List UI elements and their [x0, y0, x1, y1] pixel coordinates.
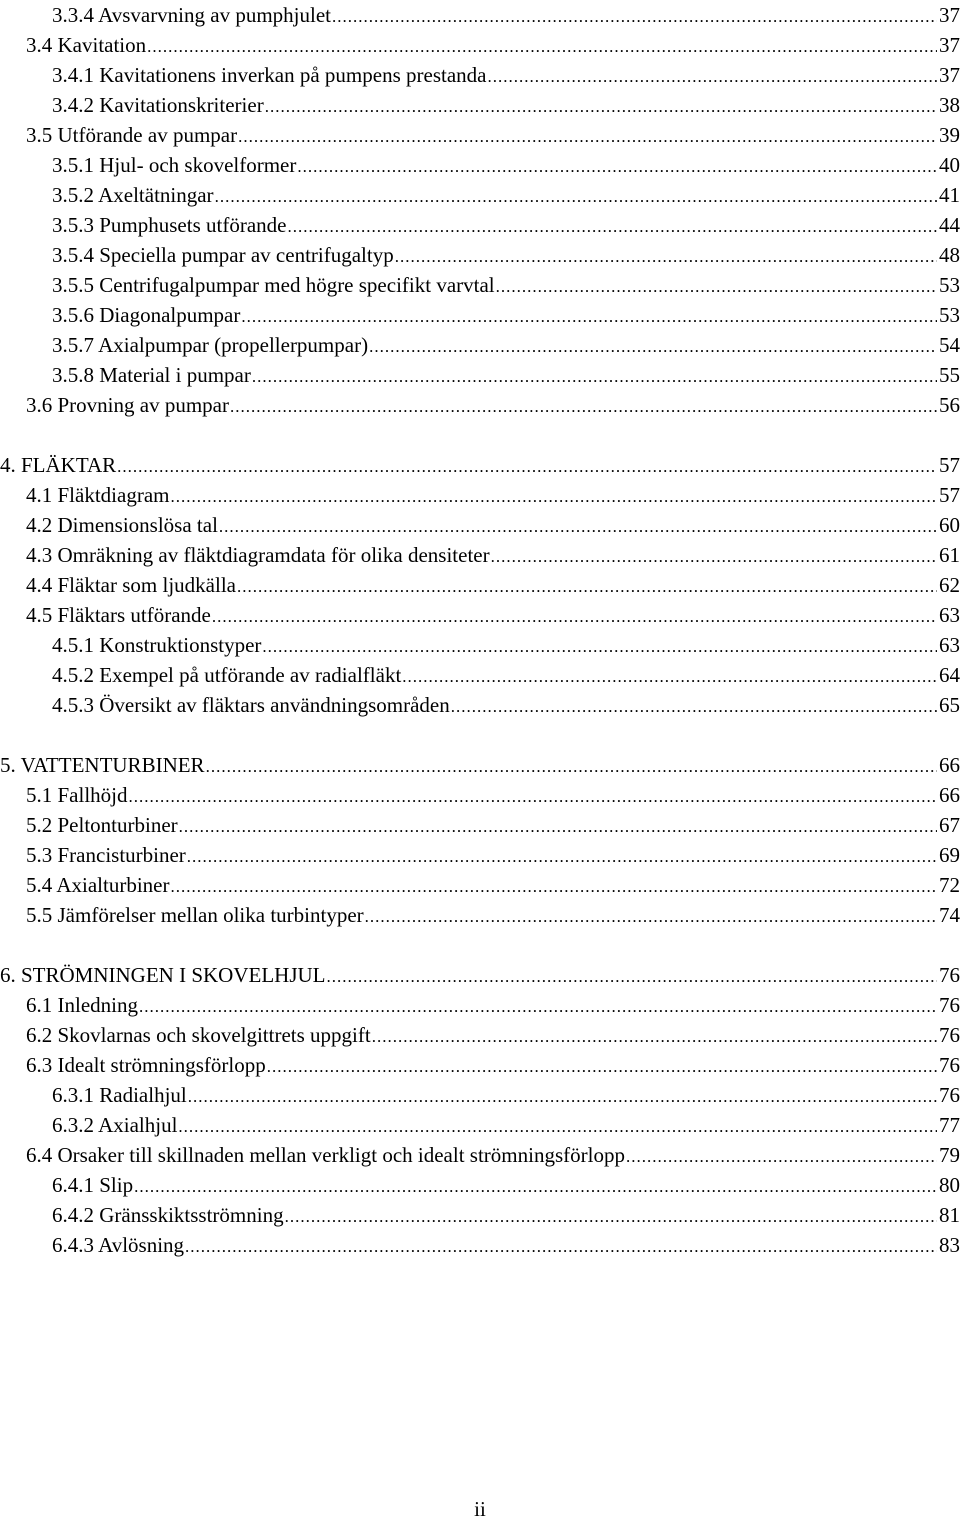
dot-leader [178, 1112, 937, 1142]
dot-leader [262, 632, 937, 662]
dot-leader [212, 602, 937, 632]
dot-leader [188, 1082, 937, 1112]
toc-entry[interactable] [0, 1080, 960, 1110]
dot-leader [237, 572, 937, 602]
toc-entry-page: 74 [939, 903, 960, 927]
dot-leader [287, 212, 937, 242]
dot-leader [365, 902, 937, 932]
toc-entry[interactable] [0, 0, 960, 30]
toc-entry[interactable] [0, 180, 960, 210]
toc-entry[interactable] [0, 780, 960, 810]
toc-entry-page: 62 [939, 573, 960, 597]
dot-leader [179, 812, 937, 842]
toc-entry-title: 3.5.7 Axialpumpar (propellerpumpar) [52, 333, 369, 357]
toc-entry[interactable] [0, 240, 960, 270]
dot-leader [139, 992, 937, 1022]
toc-entry-page: 76 [939, 963, 960, 987]
toc-entry-title: 3.6 Provning av pumpar [26, 393, 229, 417]
toc-entry-page: 55 [939, 363, 960, 387]
toc-entry-title: 3.4.2 Kavitationskriterier [52, 93, 264, 117]
dot-leader [285, 1202, 937, 1232]
dot-leader [129, 782, 937, 812]
toc-entry[interactable] [0, 1230, 960, 1260]
toc-entry-page: 72 [939, 873, 960, 897]
toc-entry-title: 3.3.4 Avsvarvning av pumphjulet [52, 3, 331, 27]
toc-entry-title: 5.1 Fallhöjd [26, 783, 128, 807]
toc-entry-page: 77 [939, 1113, 960, 1137]
dot-leader [267, 1052, 937, 1082]
toc-entry-page: 76 [939, 993, 960, 1017]
toc-entry[interactable] [0, 210, 960, 240]
toc-entry-page: 53 [939, 303, 960, 327]
toc-entry[interactable] [0, 1110, 960, 1140]
toc-entry[interactable] [0, 690, 960, 720]
dot-leader [496, 272, 937, 302]
toc-entry[interactable] [0, 390, 960, 420]
toc-entry[interactable] [0, 60, 960, 90]
toc-entry[interactable] [0, 120, 960, 150]
toc-entry-page: 44 [939, 213, 960, 237]
dot-leader [372, 1022, 937, 1052]
toc-entry[interactable] [0, 600, 960, 630]
dot-leader [170, 872, 937, 902]
toc-entry-title: 3.5.1 Hjul- och skovelformer [52, 153, 297, 177]
dot-leader [265, 92, 937, 122]
toc-entry[interactable] [0, 450, 960, 480]
dot-leader [241, 302, 937, 332]
toc-entry-title: 6.3 Idealt strömningsförlopp [26, 1053, 266, 1077]
toc-entry-title: 3.5.2 Axeltätningar [52, 183, 214, 207]
toc-entry[interactable] [0, 270, 960, 300]
toc-entry-page: 57 [939, 483, 960, 507]
toc-entry[interactable] [0, 1050, 960, 1080]
toc-entry-title: 6.4 Orsaker till skillnaden mellan verkligt och idealt strömningsförlopp [26, 1143, 625, 1167]
toc-entry-title: 4. FLÄKTAR [0, 453, 117, 477]
toc-entry-page: 81 [939, 1203, 960, 1227]
dot-leader [187, 842, 937, 872]
toc-entry[interactable] [0, 990, 960, 1020]
toc-entry-page: 61 [939, 543, 960, 567]
toc-entry-title: 6.1 Inledning [26, 993, 138, 1017]
toc-entry-page: 79 [939, 1143, 960, 1167]
toc-entry-title: 3.5 Utförande av pumpar [26, 123, 238, 147]
toc-entry-title: 5.4 Axialturbiner [26, 873, 170, 897]
toc-entry-title: 3.4 Kavitation [26, 33, 147, 57]
toc-entry-title: 5.2 Peltonturbiner [26, 813, 178, 837]
toc-entry-page: 64 [939, 663, 960, 687]
dot-leader [147, 32, 937, 62]
dot-leader [327, 962, 938, 992]
toc-entry[interactable] [0, 300, 960, 330]
toc-entry-page: 65 [939, 693, 960, 717]
toc-entry-page: 56 [939, 393, 960, 417]
dot-leader [395, 242, 937, 272]
toc-entry-page: 69 [939, 843, 960, 867]
toc-entry[interactable] [0, 750, 960, 780]
toc-entry-title: 6.4.1 Slip [52, 1173, 134, 1197]
dot-leader [491, 542, 937, 572]
dot-leader [332, 2, 937, 32]
toc-entry-page: 76 [939, 1023, 960, 1047]
toc-entry-page: 40 [939, 153, 960, 177]
toc-entry-title: 3.4.1 Kavitationens inverkan på pumpens prestanda [52, 63, 487, 87]
toc-entry-page: 41 [939, 183, 960, 207]
toc-entry[interactable] [0, 900, 960, 930]
toc-entry-page: 83 [939, 1233, 960, 1257]
dot-leader [252, 362, 937, 392]
toc-entry-title: 4.3 Omräkning av fläktdiagramdata för olika densiteter [26, 543, 490, 567]
toc-entry[interactable] [0, 630, 960, 660]
toc-entry-page: 66 [939, 783, 960, 807]
toc-entry-title: 4.5.2 Exempel på utförande av radialfläkt [52, 663, 402, 687]
toc-entry[interactable] [0, 1140, 960, 1170]
toc-entry[interactable] [0, 1170, 960, 1200]
toc-entry-title: 4.5.3 Översikt av fläktars användningsområden [52, 693, 450, 717]
toc-entry-page: 63 [939, 603, 960, 627]
dot-leader [215, 182, 937, 212]
toc-entry-title: 6.3.1 Radialhjul [52, 1083, 187, 1107]
toc-entry-title: 3.5.3 Pumphusets utförande [52, 213, 287, 237]
toc-entry[interactable] [0, 540, 960, 570]
dot-leader [451, 692, 937, 722]
toc-entry-page: 48 [939, 243, 960, 267]
toc-entry[interactable] [0, 840, 960, 870]
dot-leader [402, 662, 937, 692]
toc-entry-title: 6.2 Skovlarnas och skovelgittrets uppgift [26, 1023, 371, 1047]
toc-entry-page: 38 [939, 93, 960, 117]
toc-entry-title: 6.3.2 Axialhjul [52, 1113, 178, 1137]
toc-entry-title: 6.4.2 Gränsskiktsströmning [52, 1203, 284, 1227]
toc-entry-title: 4.1 Fläktdiagram [26, 483, 170, 507]
toc-entry[interactable] [0, 570, 960, 600]
toc-entry-title: 4.4 Fläktar som ljudkälla [26, 573, 236, 597]
toc-entry-page: 60 [939, 513, 960, 537]
dot-leader [206, 752, 937, 782]
dot-leader [297, 152, 937, 182]
toc-entry-page: 39 [939, 123, 960, 147]
toc-entry[interactable] [0, 1020, 960, 1050]
page-number: ii [474, 1497, 486, 1521]
toc-entry-title: 4.5.1 Konstruktionstyper [52, 633, 262, 657]
dot-leader [369, 332, 937, 362]
toc-entry-title: 5. VATTENTURBINER [0, 753, 205, 777]
toc-entry-page: 37 [939, 3, 960, 27]
toc-entry[interactable] [0, 870, 960, 900]
toc-entry-page: 54 [939, 333, 960, 357]
toc-entry-title: 3.5.8 Material i pumpar [52, 363, 251, 387]
toc-entry-page: 80 [939, 1173, 960, 1197]
toc-entry-title: 3.5.5 Centrifugalpumpar med högre specifikt varvtal [52, 273, 495, 297]
dot-leader [238, 122, 937, 152]
dot-leader [219, 512, 937, 542]
toc-entry-title: 5.3 Francisturbiner [26, 843, 186, 867]
toc-entry-title: 4.5 Fläktars utförande [26, 603, 211, 627]
toc-entry[interactable] [0, 1200, 960, 1230]
toc-entry[interactable] [0, 30, 960, 60]
toc-entry-page: 66 [939, 753, 960, 777]
toc-entry-page: 76 [939, 1053, 960, 1077]
toc-entry-page: 37 [939, 63, 960, 87]
toc-entry-page: 67 [939, 813, 960, 837]
toc-entry[interactable] [0, 480, 960, 510]
toc-entry[interactable] [0, 660, 960, 690]
toc-entry-page: 37 [939, 33, 960, 57]
toc-entry-page: 76 [939, 1083, 960, 1107]
toc-entry[interactable] [0, 810, 960, 840]
dot-leader [170, 482, 937, 512]
dot-leader [626, 1142, 937, 1172]
toc-entry-title: 5.5 Jämförelser mellan olika turbintyper [26, 903, 364, 927]
toc-entry-title: 3.5.6 Diagonalpumpar [52, 303, 241, 327]
toc-entry[interactable] [0, 90, 960, 120]
toc-entry-title: 4.2 Dimensionslösa tal [26, 513, 218, 537]
dot-leader [487, 62, 937, 92]
toc-entry[interactable] [0, 960, 960, 990]
toc-entry-page: 57 [939, 453, 960, 477]
toc-entry[interactable] [0, 150, 960, 180]
toc-entry[interactable] [0, 510, 960, 540]
toc-entry[interactable] [0, 330, 960, 360]
toc-entry-page: 63 [939, 633, 960, 657]
toc-entry-title: 6. STRÖMNINGEN I SKOVELHJUL [0, 963, 326, 987]
toc-entry-title: 6.4.3 Avlösning [52, 1233, 185, 1257]
dot-leader [185, 1232, 937, 1262]
toc-entry-title: 3.5.4 Speciella pumpar av centrifugaltyp [52, 243, 394, 267]
dot-leader [117, 452, 937, 482]
dot-leader [230, 392, 937, 422]
toc-entry[interactable] [0, 360, 960, 390]
dot-leader [134, 1172, 937, 1202]
toc-entry-page: 53 [939, 273, 960, 297]
